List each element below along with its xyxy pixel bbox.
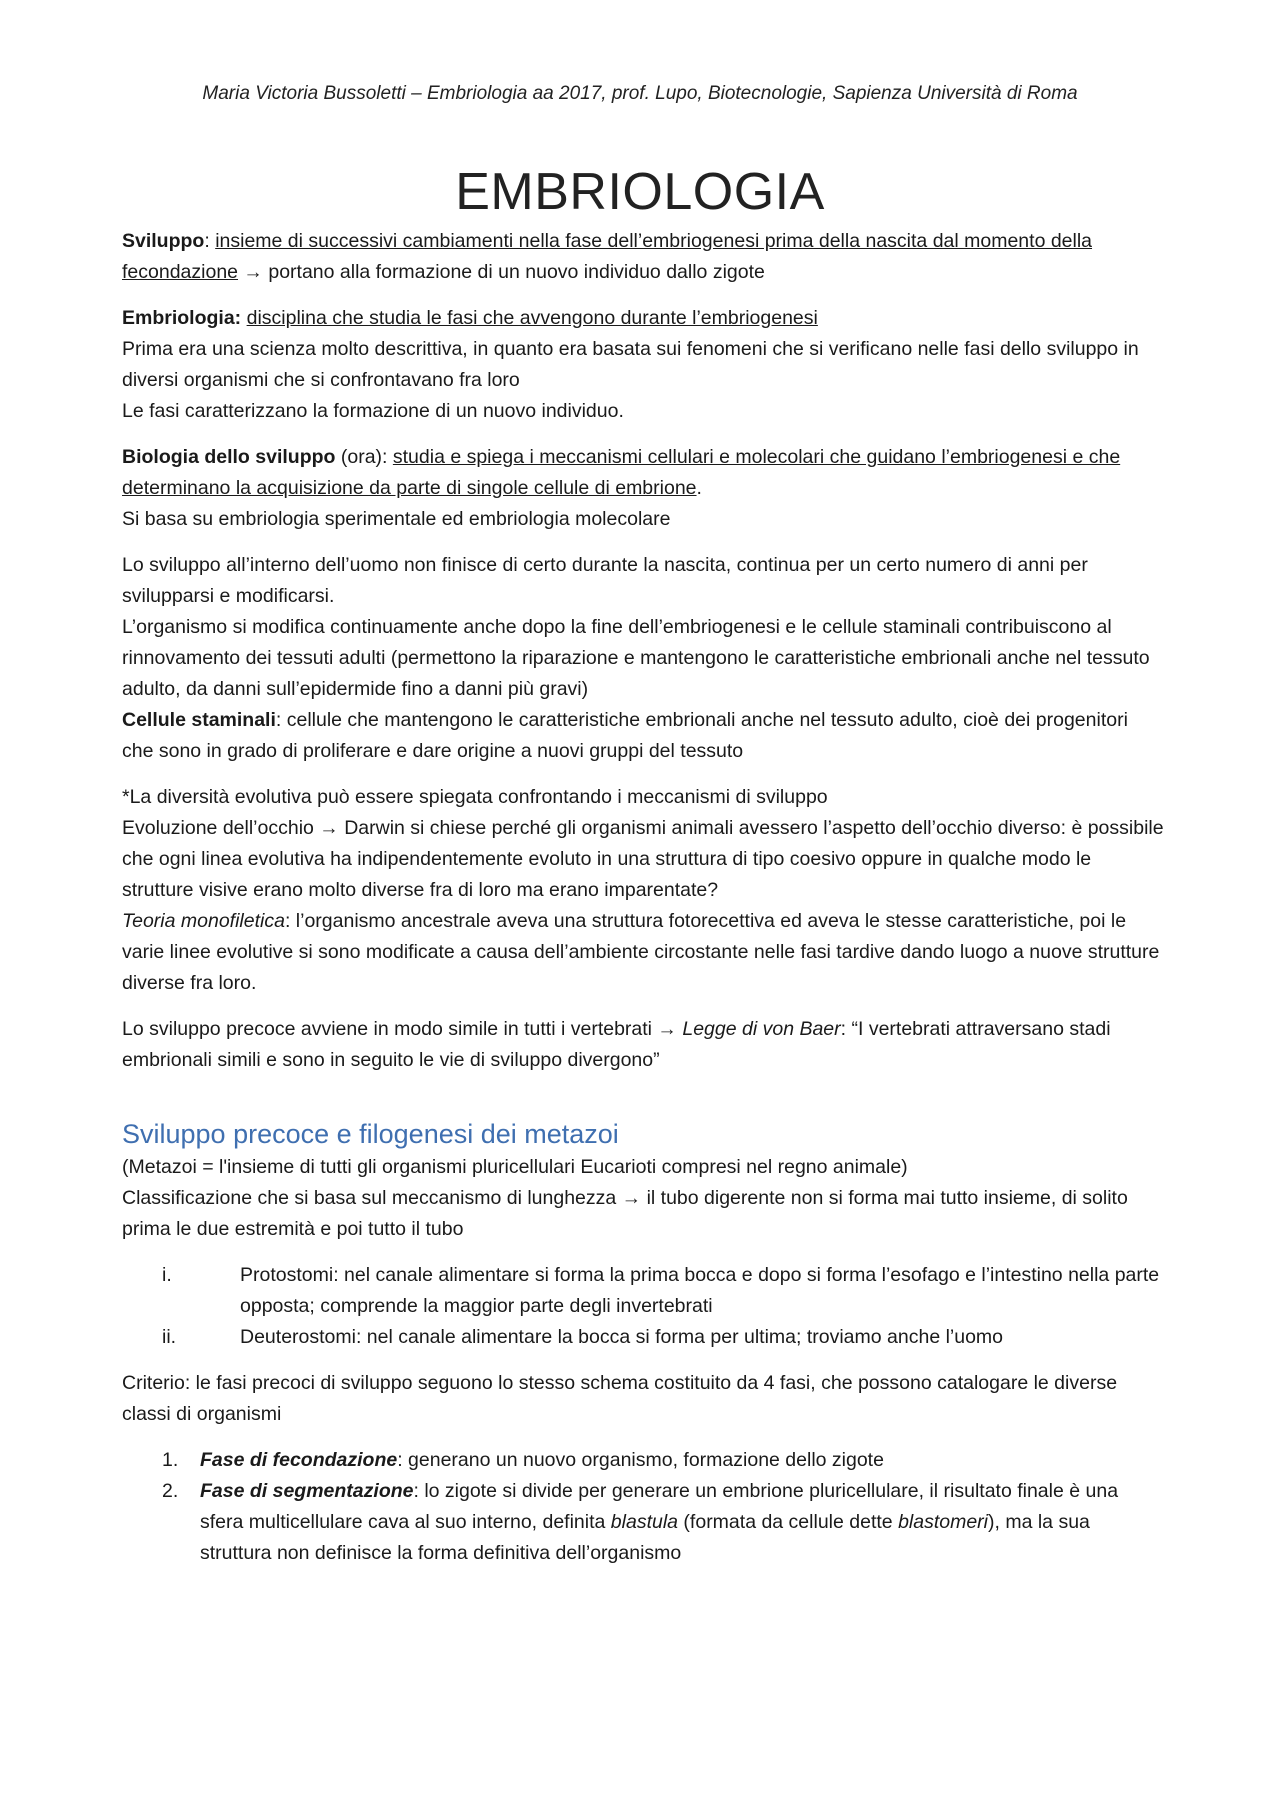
list-item: i. Protostomi: nel canale alimentare si forma la prima bocca e dopo si forma l’esofago e l’intestino nella parte opposta; comprende la maggior parte degli invertebrati xyxy=(162,1264,1160,1317)
term-fase-fecondazione: Fase di fecondazione xyxy=(200,1449,398,1471)
section-heading: Sviluppo precoce e filogenesi dei metazoi xyxy=(122,1119,619,1149)
list-item: 1. Fase di fecondazione: generano un nuovo organismo, formazione dello zigote xyxy=(162,1449,884,1471)
term-biologia: Biologia dello sviluppo xyxy=(122,446,336,468)
roman-list xyxy=(122,1260,1164,1353)
paragraph-biologia-sviluppo: Biologia dello sviluppo (ora): studia e spiega i meccanismi cellulari e molecolari che guidano l’embriogenesi e che determinano la acquisizione da parte di singole cellule di embrione. Si basa su embriologia sperimentale ed embriologia molecolare xyxy=(122,446,1121,530)
paragraph-diversita: *La diversità evolutiva può essere spiegata confrontando i meccanismi di sviluppo Evoluzione dell’occhio → Darwin si chiese perché gli organismi animali avessero l’aspetto dell’occhio diverso: è possibile che ogni linea evolutiva ha indipendentemente evoluto in una struttura di tipo coesivo oppure in qualche modo le strutture visive erano molto diverse fra di loro ma erano imparentate? Teoria monofiletica: l’organismo ancestrale aveva una struttura fotorecettiva ed aveva le stesse caratteristiche, poi le varie linee evolutive si sono modificate a causa dell’ambiente circostante nelle fasi tardive dando luogo a nuove strutture diverse fra loro. xyxy=(122,786,1164,994)
paragraph-sviluppo: Sviluppo: insieme di successivi cambiamenti nella fase dell’embriogenesi prima della nascita dal momento della fecondazione → portano alla formazione di un nuovo individuo dallo zigote xyxy=(122,230,1093,283)
page-header: Maria Victoria Bussoletti – Embriologia aa 2017, prof. Lupo, Biotecnologie, Sapienza Università di Roma xyxy=(202,83,1078,104)
term-embriologia: Embriologia: xyxy=(122,307,242,329)
list-item: 2. Fase di segmentazione: lo zigote si divide per generare un embrione pluricellulare, il risultato finale è una sfera multicellulare cava al suo interno, definita blastula (formata da cellule dette blastomeri), ma la sua struttura non definisce la forma definitiva dell’organismo xyxy=(162,1480,1119,1564)
ordered-list xyxy=(122,1445,1164,1569)
paragraph-von-baer: Lo sviluppo precoce avviene in modo simile in tutti i vertebrati → Legge di von Baer: “I vertebrati attraversano stadi embrionali simili e sono in seguito le vie di sviluppo divergono” xyxy=(122,1018,1111,1071)
document-body xyxy=(122,226,1164,1569)
definition-embriologia: disciplina che studia le fasi che avvengono durante l’embriogenesi xyxy=(246,307,818,329)
paragraph-embriologia: Embriologia: disciplina che studia le fasi che avvengono durante l’embriogenesi Prima era una scienza molto descrittiva, in quanto era basata sui fenomeni che si verificano nelle fasi dello sviluppo in diversi organismi che si confrontavano fra loro Le fasi caratterizzano la formazione di un nuovo individuo. xyxy=(122,307,1139,422)
definition-sviluppo: insieme di successivi cambiamenti nella fase dell’embriogenesi prima della nascita dal momento della fecondazione xyxy=(122,230,1093,283)
classificazione-text: Classificazione che si basa sul meccanismo di lunghezza → il tubo digerente non si forma mai tutto insieme, di solito prima le due estremità e poi tutto il tubo xyxy=(122,1187,1128,1240)
term-teoria-monofiletica: Teoria monofiletica xyxy=(122,910,285,932)
criterio-text: Criterio: le fasi precoci di sviluppo seguono lo stesso schema costituito da 4 fasi, che possono catalogare le diverse classi di organismi xyxy=(122,1372,1118,1425)
definition-biologia: studia e spiega i meccanismi cellulari e molecolari che guidano l’embriogenesi e che determinano la acquisizione da parte di singole cellule di embrione xyxy=(122,446,1121,499)
term-cellule-staminali: Cellule staminali xyxy=(122,709,276,731)
term-fase-segmentazione: Fase di segmentazione xyxy=(200,1480,414,1502)
term-legge-von-baer: Legge di von Baer xyxy=(682,1018,841,1040)
paragraph-sviluppo-uomo: Lo sviluppo all’interno dell’uomo non finisce di certo durante la nascita, continua per un certo numero di anni per svilupparsi e modificarsi. L’organismo si modifica continuamente anche dopo la fine dell’embriogenesi e le cellule staminali contribuiscono al rinnovamento dei tessuti adulti (permettono la riparazione e mantengono le caratteristiche embrionali anche nel tessuto adulto, da danni sull’epidermide fino a danni più gravi) Cellule staminali: cellule che mantengono le caratteristiche embrionali anche nel tessuto adulto, cioè dei progenitori che sono in grado di proliferare e dare origine a nuovi gruppi del tessuto xyxy=(122,554,1150,762)
page-title: EMBRIOLOGIA xyxy=(455,163,825,221)
term-sviluppo: Sviluppo xyxy=(122,230,205,252)
metazoi-note: (Metazoi = l'insieme di tutti gli organismi pluricellulari Eucarioti compresi nel regno animale) xyxy=(122,1156,908,1178)
list-item: ii. Deuterostomi: nel canale alimentare la bocca si forma per ultima; troviamo anche l’uomo xyxy=(162,1326,1004,1348)
